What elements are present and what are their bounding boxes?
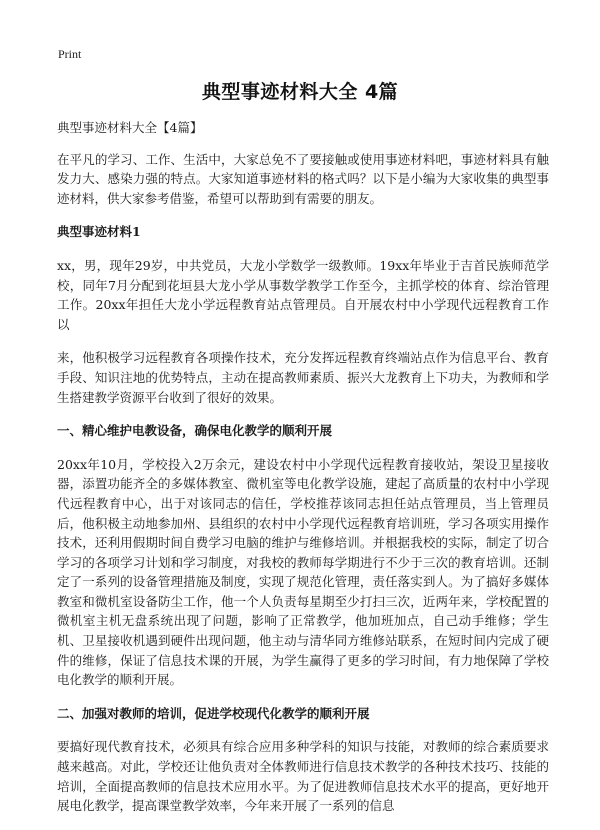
section-heading-one: 一、精心维护电教设备，确保电化教学的顺利开展 — [57, 423, 333, 439]
paragraph-one: 20xx年10月，学校投入2万余元，建设农村中小学现代远程教育接收站，架设卫星接收器，添置功能齐全的多媒体教室、微机室等电化教学设施，建起了高质量的农村中小学现代远程教育中心，出于对该同志的信任，学校推荐该同志担任站点管理员，当上管理员后，他积极主动地参加州、县组织的农村中小学现代远程教育培训班，学习各项实用操作技术，还利用假期时间自费学习电脑的维护与维修培训。并根据我校的实际，制定了切合学习的各项学习计划和学习制度，对我校的教师每学期进行不少于三次的教育培训。还制定了一系列的设备管理措施及制度，实现了规范化管理，责任落实到人。为了搞好多媒体教室和微机室设备防尘工作，他一个人负责每星期至少打扫三次，近两年来，学校配置的微机室主机无盘系统出现了问题，影响了正常教学，他加班加点，自己动手维修；学生机、卫星接收机遇到硬件出现问题，他主动与清华同方维修站联系，在短时间内完成了硬件的维修，保证了信息技术课的开展，为学生赢得了更多的学习时间，有力地保障了学校电化教学的顺利开展。 — [57, 456, 549, 688]
section1-paragraph-2: 来，他积极学习远程教育各项操作技术，充分发挥远程教育终端站点作为信息平台、教育手段、知识注地的优势特点，主动在提高教师素质、振兴大龙教育上下功夫，为教师和学生搭建教学资源平台收到了很好的效果。 — [57, 350, 549, 405]
section-heading-two: 二、加强对教师的培训，促进学校现代化教学的顺利开展 — [57, 705, 370, 721]
document-subtitle: 典型事迹材料大全【4篇】 — [57, 120, 203, 135]
print-link[interactable]: Print — [58, 47, 82, 61]
document-body — [57, 118, 549, 830]
intro-paragraph: 在平凡的学习、工作、生活中，大家总免不了要接触或使用事迹材料吧，事迹材料具有触发力大、感染力强的特点。大家知道事迹材料的格式吗？以下是小编为大家收集的典型事迹材料，供大家参考借鉴，希望可以帮助到有需要的朋友。 — [57, 151, 549, 206]
paragraph-two: 要搞好现代教育技术，必须具有综合应用多种学科的知识与技能，对教师的综合素质要求越来越高。对此，学校还让他负责对全体教师进行信息技术教学的各种技术技巧、技能的培训，全面提高教师的信息技术应用水平。为了促进教师信息技术水平的提高，更好地开展电化教学，提高课堂教学效率，今年来开展了一系列的信息 — [57, 739, 549, 814]
section1-paragraph-1: xx，男，现年29岁，中共党员，大龙小学数学一级教师。19xx年毕业于吉首民族师范学校，同年7月分配到花垣县大龙小学从事数学教学工作至今，主抓学校的体育、综治管理工作。20xx年担任大龙小学远程教育站点管理员。自开展农村中小学现代远程教育工作以 — [57, 257, 549, 332]
section-heading-material-1: 典型事迹材料1 — [57, 224, 141, 240]
document-title: 典型事迹材料大全 4篇 — [201, 81, 399, 103]
